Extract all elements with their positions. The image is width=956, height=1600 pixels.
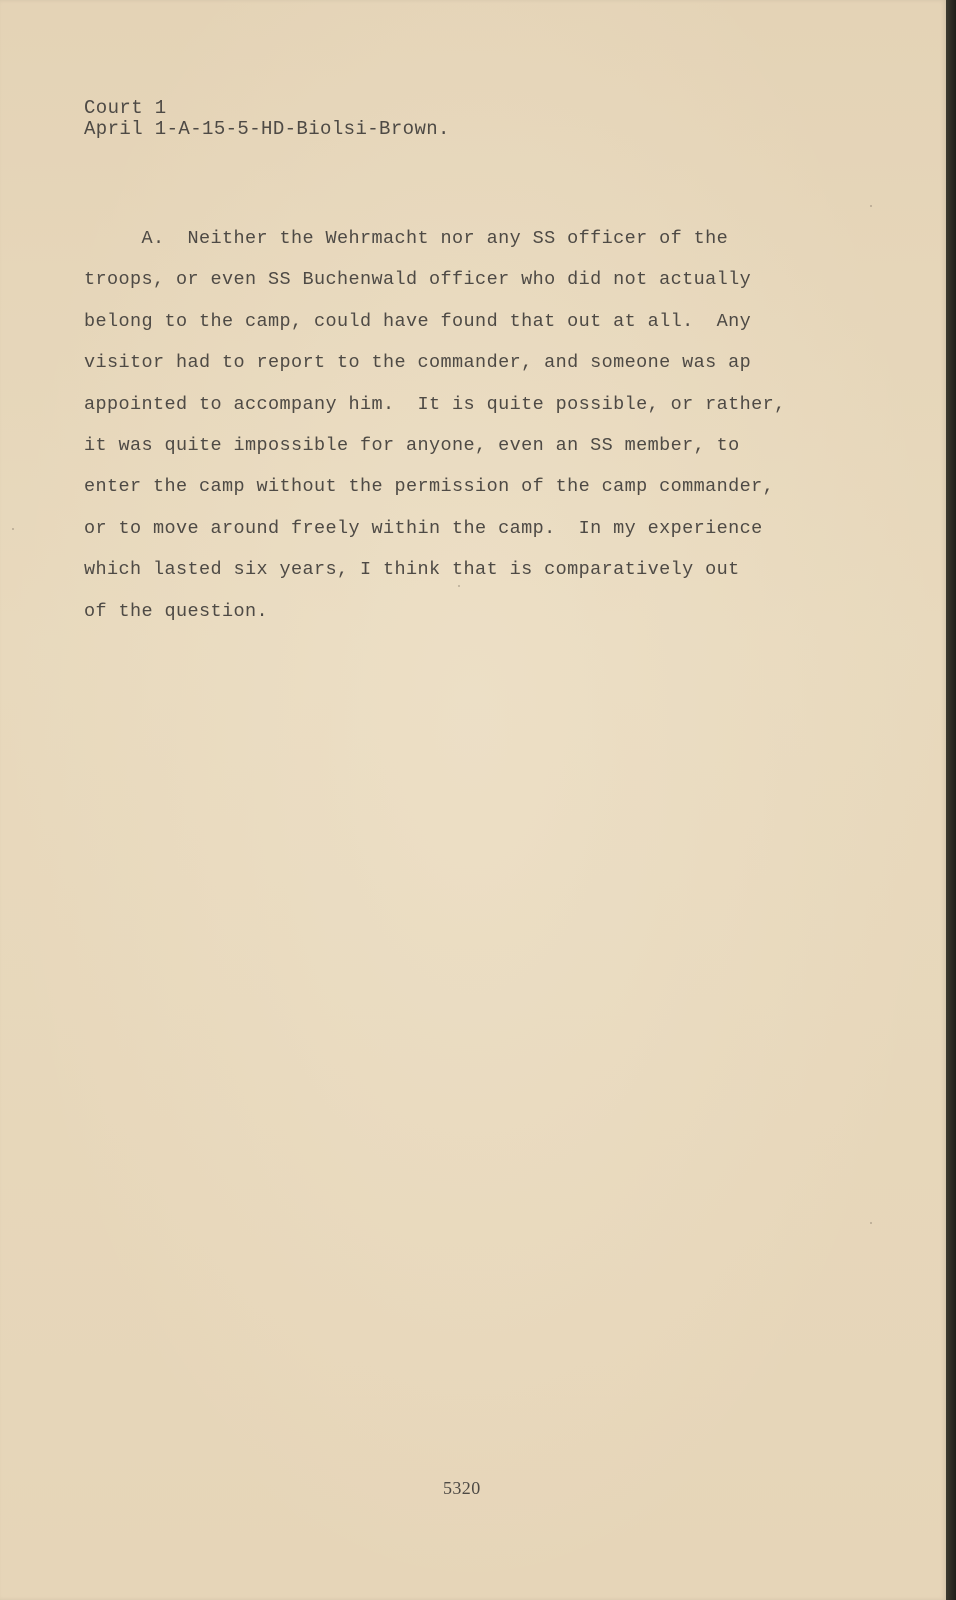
- scan-background-edge: [946, 0, 956, 1600]
- testimony-paragraph: [84, 218, 786, 632]
- body-line: enter the camp without the permission of the camp commander,: [84, 476, 775, 498]
- paper-speck: [870, 1222, 872, 1224]
- body-line: it was quite impossible for anyone, even an SS member, to: [84, 435, 740, 457]
- header-court-line: Court 1: [84, 97, 167, 119]
- page-number: 5320: [443, 1478, 481, 1498]
- paper-speck: [12, 528, 14, 530]
- body-line: or to move around freely within the camp. In my experience: [84, 517, 763, 539]
- body-line: of the question.: [84, 600, 269, 622]
- body-line: A. Neither the Wehrmacht nor any SS officer of the: [84, 228, 729, 249]
- header-date-case-line: April 1-A-15-5-HD-Biolsi-Brown.: [84, 118, 450, 140]
- paper-speck: [870, 205, 872, 207]
- body-line: which lasted six years, I think that is comparatively out: [84, 559, 740, 581]
- document-header: [84, 98, 450, 140]
- body-line: appointed to accompany him. It is quite possible, or rather,: [84, 393, 786, 415]
- body-line: visitor had to report to the commander, and someone was ap: [84, 352, 752, 374]
- body-line: troops, or even SS Buchenwald officer who did not actually: [84, 269, 752, 291]
- paper-speck: [458, 585, 460, 587]
- body-line: belong to the camp, could have found that out at all. Any: [84, 310, 752, 332]
